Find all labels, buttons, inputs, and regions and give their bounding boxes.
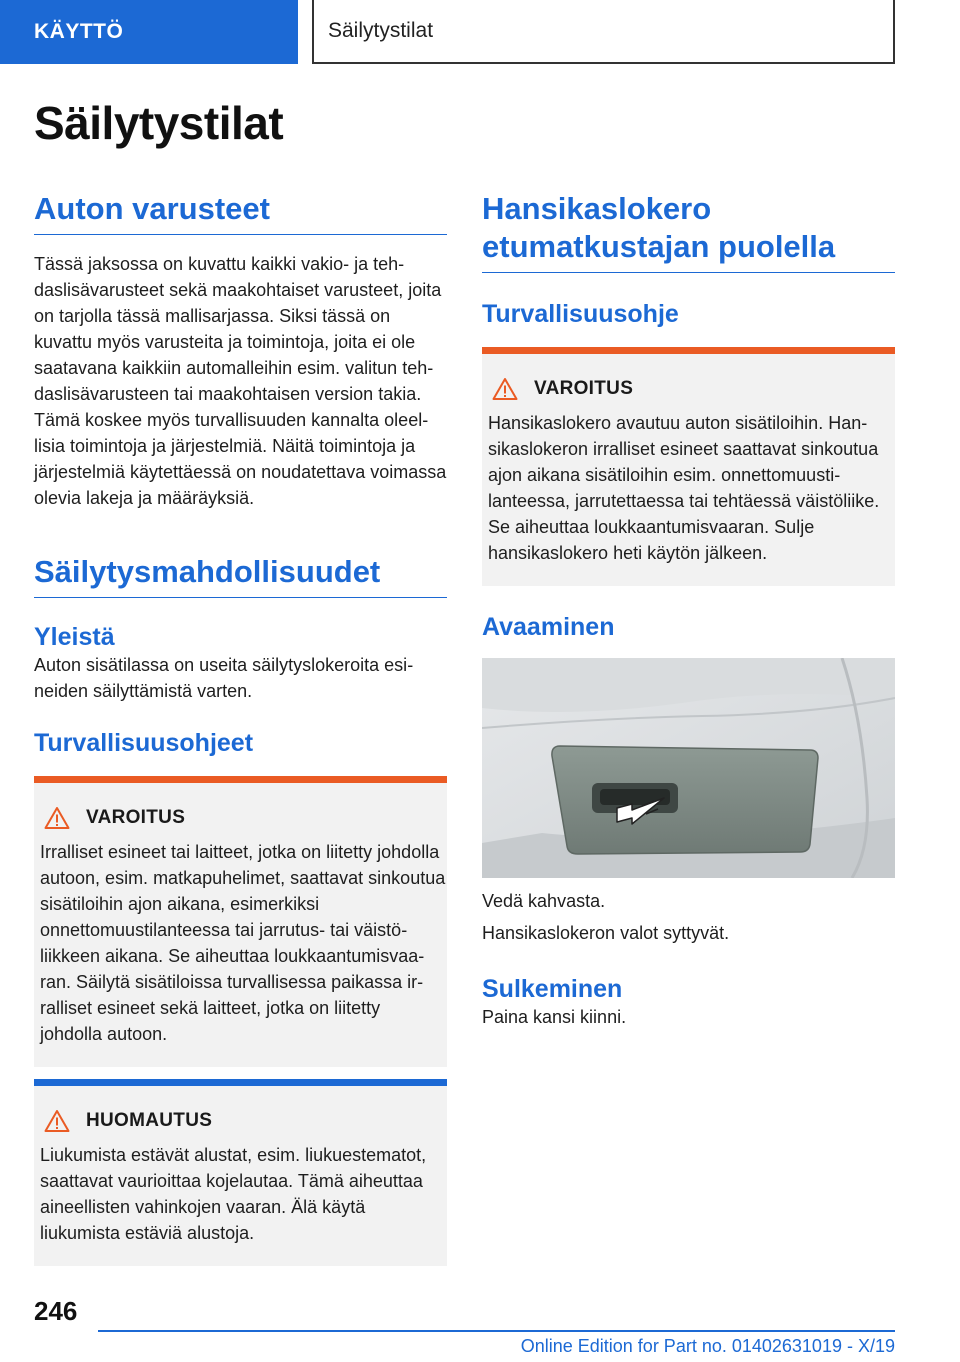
warning-box-header <box>34 803 447 833</box>
left-column <box>34 190 447 1266</box>
glovebox-heading: Hansikaslokero etumatkustajan puolella <box>482 190 895 273</box>
opening-heading: Avaaminen <box>482 613 615 641</box>
glovebox-warning-title: VAROITUS <box>534 378 634 399</box>
opening-step-2: Hansikaslokeron valot syttyvät. <box>482 923 730 943</box>
section-header: Säilytystilat <box>312 0 895 64</box>
chapter-tab: KÄYTTÖ <box>0 0 298 64</box>
general-heading: Yleistä <box>34 623 115 651</box>
glovebox-illustration <box>482 658 895 878</box>
glovebox-safety-heading: Turvallisuusohje <box>482 300 679 328</box>
warning-triangle-icon <box>44 806 70 830</box>
safety-heading: Turvallisuusohjeet <box>34 729 254 757</box>
notice-box-header <box>34 1106 447 1136</box>
storage-heading: Säilytysmahdollisuudet <box>34 553 447 598</box>
closing-heading: Sulkeminen <box>482 975 623 1003</box>
warning-text: Irralliset esineet tai laitteet, jotka on liitetty johdolla autoon, esim. matkapuhelimet, saattavat sinkoutua sisätiloihin ajon aikana, esimerkiksi onnettomuustilanteessa tai jarrutus- tai väistöliikkeen aikana. Se aiheuttaa loukkaantumisvaaran. Säilytä sisätiloissa turvallisessa paikassa irralliset esineet sekä laitteet, jotka on liitetty johdolla autoon. <box>40 842 446 1044</box>
warning-box <box>34 776 447 1067</box>
footer-divider <box>98 1330 895 1332</box>
glovebox-warning-text: Hansikaslokero avautuu auton sisätiloihin. Hansikaslokeron irralliset esineet saattavat sinkoutua ajon aikana sisätiloihin esim. onnettomuustilanteessa, jarrutettaessa tai tehtäessä väistöliike. Se aiheuttaa loukkaantumisvaaran. Sulje hansikaslokero heti käytön jälkeen. <box>488 413 880 563</box>
closing-text: Paina kansi kiinni. <box>482 1007 627 1027</box>
right-column <box>482 190 895 1030</box>
footer-edition: Online Edition for Part no. 01402631019 - X/19 <box>520 1336 895 1356</box>
equipment-heading: Auton varusteet <box>34 190 447 235</box>
notice-box <box>34 1079 447 1266</box>
notice-title: HUOMAUTUS <box>86 1110 213 1131</box>
page-number: 246 <box>34 1296 78 1326</box>
notice-text: Liukumista estävät alustat, esim. liukuestematot, saattavat vaurioittaa kojelautaa. Tämä aiheuttaa aineellisten vahinkojen vaaran. Älä käytä liukumista estäviä alustoja. <box>40 1145 427 1243</box>
glovebox-warning-header <box>482 374 895 404</box>
page-title: Säilytystilat <box>34 97 284 149</box>
notice-triangle-icon <box>44 1109 70 1133</box>
opening-step-1: Vedä kahvasta. <box>482 891 606 911</box>
equipment-text: Tässä jaksossa on kuvattu kaikki vakio- ja tehdaslisävarusteet sekä maakohtaiset varusteet, joita on tarjolla tässä mallisarjassa. Siksi tässä on kuvattu myös varusteita ja toimintoja, joita ei ole saatavana kaikkiin automalleihin esim. valitun tehdaslisävarusteen tai maakohtaisen version takia. Tämä koskee myös turvallisuuden kannalta oleellisia toimintoja ja järjestelmiä. Näitä toimintoja ja järjestelmiä käytettäessä on noudatettava voimassa olevia lakeja ja määräyksiä. <box>34 254 447 508</box>
warning-title: VAROITUS <box>86 807 186 828</box>
general-text: Auton sisätilassa on useita säilytyslokeroita esineiden säilyttämistä varten. <box>34 655 414 701</box>
warning-triangle-icon <box>492 377 518 401</box>
glovebox-warning-box <box>482 347 895 586</box>
